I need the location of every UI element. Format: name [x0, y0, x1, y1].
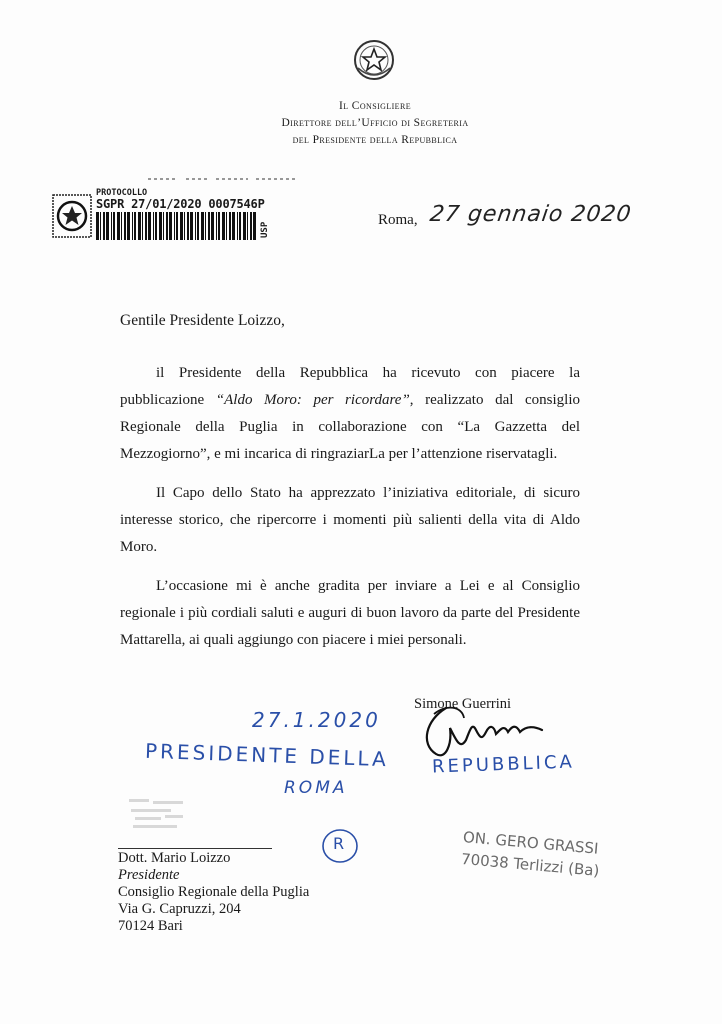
- handwritten-note-repubblica: REPUBBLICA: [431, 751, 576, 778]
- stamp-side-label: USP: [260, 221, 270, 238]
- handwritten-note-date: 27.1.2020: [252, 708, 381, 732]
- handwritten-date: 27 gennaio 2020: [428, 202, 634, 227]
- stamp-top-dashes: [148, 176, 298, 182]
- faded-stamp-smudge: [125, 795, 195, 835]
- received-stamp-line-1: ON. GERO GRASSI: [462, 827, 600, 858]
- salutation: Gentile Presidente Loizzo,: [120, 312, 285, 329]
- stamp-label: PROTOCOLLO: [96, 188, 148, 198]
- paragraph-2: Il Capo dello Stato ha apprezzato l’iniziativa editoriale, di sicuro interesse storico, che ripercorre i momenti più salienti della vita di Aldo Moro.: [120, 485, 580, 555]
- paragraph-3: L’occasione mi è anche gradita per inviare a Lei e al Consiglio regionale i più cordiali saluti e auguri di buon lavoro da parte del Presidente Mattarella, ai quali aggiungo con piacere i miei personali.: [120, 578, 580, 648]
- recipient-org: Consiglio Regionale della Puglia: [118, 884, 310, 900]
- stamp-number: SGPR 27/01/2020 0007546P: [96, 197, 265, 211]
- recipient-city: 70124 Bari: [118, 918, 183, 934]
- paragraph-1: [120, 360, 580, 468]
- republic-emblem-icon: [352, 38, 396, 82]
- signatory-name: Simone Guerrini: [414, 696, 512, 712]
- recipient-address: [118, 850, 309, 935]
- recipient-name: Dott. Mario Loizzo: [118, 850, 231, 866]
- received-stamp: [460, 826, 602, 882]
- recipient-street: Via G. Capruzzi, 204: [118, 901, 241, 917]
- paragraph-1-part-a: il Presidente della Repubblica ha ricevuto con piacere la pubblicazione: [120, 365, 580, 408]
- letterhead-line-2: Direttore dell’Ufficio di Segreteria: [281, 117, 469, 129]
- recipient-role: Presidente: [118, 867, 180, 883]
- letterhead: [220, 98, 530, 149]
- letter-body: [120, 360, 580, 654]
- letterhead-line-1: Il Consigliere: [339, 100, 411, 112]
- handwritten-note-presidente: PRESIDENTE DELLA: [144, 738, 390, 772]
- paragraph-1-part-b: , realizzato dal consiglio Regionale della Puglia in collaborazione con “La Gazzetta del Mezzogiorno”, e mi incarica di ringraziarLa per l’attenzione riservatagli.: [120, 392, 581, 462]
- publication-title: “Aldo Moro: per ricordare”: [215, 392, 410, 408]
- r-mark-letter: R: [333, 834, 345, 853]
- separator-line: [118, 848, 272, 849]
- barcode: [96, 212, 258, 240]
- protocol-stamp: [52, 188, 282, 244]
- stamp-emblem-icon: [52, 194, 92, 238]
- dateline-place: Roma,: [378, 212, 418, 228]
- received-stamp-line-2: 70038 Terlizzi (Ba): [460, 849, 601, 880]
- handwritten-r-mark: [320, 826, 360, 866]
- letterhead-line-3: del Presidente della Repubblica: [292, 134, 458, 146]
- handwritten-note-roma: ROMA: [284, 778, 348, 798]
